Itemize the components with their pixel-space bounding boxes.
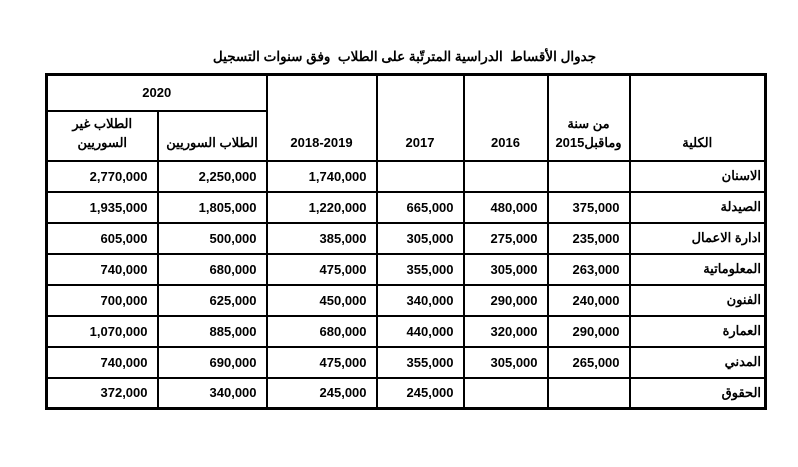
fee-cell: 305,000	[377, 223, 464, 254]
fee-cell	[548, 161, 630, 192]
header-non-syrian-students: الطلاب غير السوريين	[47, 111, 158, 161]
header-syrian-students: الطلاب السوريين	[158, 111, 267, 161]
table-row	[47, 223, 766, 254]
table-header	[47, 75, 766, 161]
fee-cell: 275,000	[464, 223, 548, 254]
table-row	[47, 347, 766, 378]
fee-cell: 385,000	[267, 223, 377, 254]
fee-cell: 700,000	[47, 285, 158, 316]
fee-cell: 245,000	[267, 378, 377, 409]
table-row	[47, 316, 766, 347]
fee-cell: 1,805,000	[158, 192, 267, 223]
header-year-2015-and-earlier	[548, 75, 630, 161]
table-row	[47, 285, 766, 316]
fee-cell: 290,000	[464, 285, 548, 316]
fee-cell: 355,000	[377, 347, 464, 378]
fee-cell: 605,000	[47, 223, 158, 254]
header-college: الكلية	[630, 75, 766, 161]
fee-cell: 245,000	[377, 378, 464, 409]
fee-cell	[464, 378, 548, 409]
fee-cell: 450,000	[267, 285, 377, 316]
tuition-fees-table	[45, 73, 767, 410]
table-body	[47, 161, 766, 409]
fee-cell: 1,220,000	[267, 192, 377, 223]
table-row	[47, 378, 766, 409]
fee-cell: 480,000	[464, 192, 548, 223]
fee-cell: 475,000	[267, 347, 377, 378]
fee-cell: 372,000	[47, 378, 158, 409]
fee-cell: 1,740,000	[267, 161, 377, 192]
header-year-2017: 2017	[377, 75, 464, 161]
fee-cell: 2,770,000	[47, 161, 158, 192]
fee-cell: 2,250,000	[158, 161, 267, 192]
fee-cell: 235,000	[548, 223, 630, 254]
fee-cell	[548, 378, 630, 409]
table-row	[47, 192, 766, 223]
college-cell: المعلوماتية	[630, 254, 766, 285]
fee-cell: 320,000	[464, 316, 548, 347]
fee-cell: 680,000	[158, 254, 267, 285]
fee-cell: 680,000	[267, 316, 377, 347]
college-cell: العمارة	[630, 316, 766, 347]
fee-cell: 500,000	[158, 223, 267, 254]
fee-cell: 440,000	[377, 316, 464, 347]
fee-cell: 740,000	[47, 347, 158, 378]
fee-cell: 885,000	[158, 316, 267, 347]
fee-cell: 475,000	[267, 254, 377, 285]
fee-cell: 340,000	[158, 378, 267, 409]
fee-cell	[464, 161, 548, 192]
fee-cell: 265,000	[548, 347, 630, 378]
header-year-2020: 2020	[47, 75, 267, 111]
fee-cell: 340,000	[377, 285, 464, 316]
header-year-2016: 2016	[464, 75, 548, 161]
fee-cell: 1,070,000	[47, 316, 158, 347]
college-cell: الاسنان	[630, 161, 766, 192]
fee-cell: 665,000	[377, 192, 464, 223]
fee-cell: 290,000	[548, 316, 630, 347]
fee-cell: 305,000	[464, 254, 548, 285]
fee-cell: 1,935,000	[47, 192, 158, 223]
header-row-top	[47, 75, 766, 111]
header-2015-line1: من سنة	[567, 115, 610, 131]
table-title: جدوال الأقساط الدراسية المترتّبة على الطلاب وفق سنوات التسجيل	[212, 49, 597, 64]
college-cell: الحقوق	[630, 378, 766, 409]
fee-cell: 740,000	[47, 254, 158, 285]
fee-cell: 263,000	[548, 254, 630, 285]
fee-cell: 375,000	[548, 192, 630, 223]
fee-cell: 240,000	[548, 285, 630, 316]
table-row	[47, 161, 766, 192]
header-year-2018-2019: 2018-2019	[267, 75, 377, 161]
college-cell: ادارة الاعمال	[630, 223, 766, 254]
fee-cell: 690,000	[158, 347, 267, 378]
fee-cell: 355,000	[377, 254, 464, 285]
college-cell: المدني	[630, 347, 766, 378]
fee-cell: 305,000	[464, 347, 548, 378]
fee-cell: 625,000	[158, 285, 267, 316]
table-row	[47, 254, 766, 285]
college-cell: الفنون	[630, 285, 766, 316]
fee-cell	[377, 161, 464, 192]
college-cell: الصيدلة	[630, 192, 766, 223]
header-2015-line2: وماقبل2015	[555, 134, 622, 150]
